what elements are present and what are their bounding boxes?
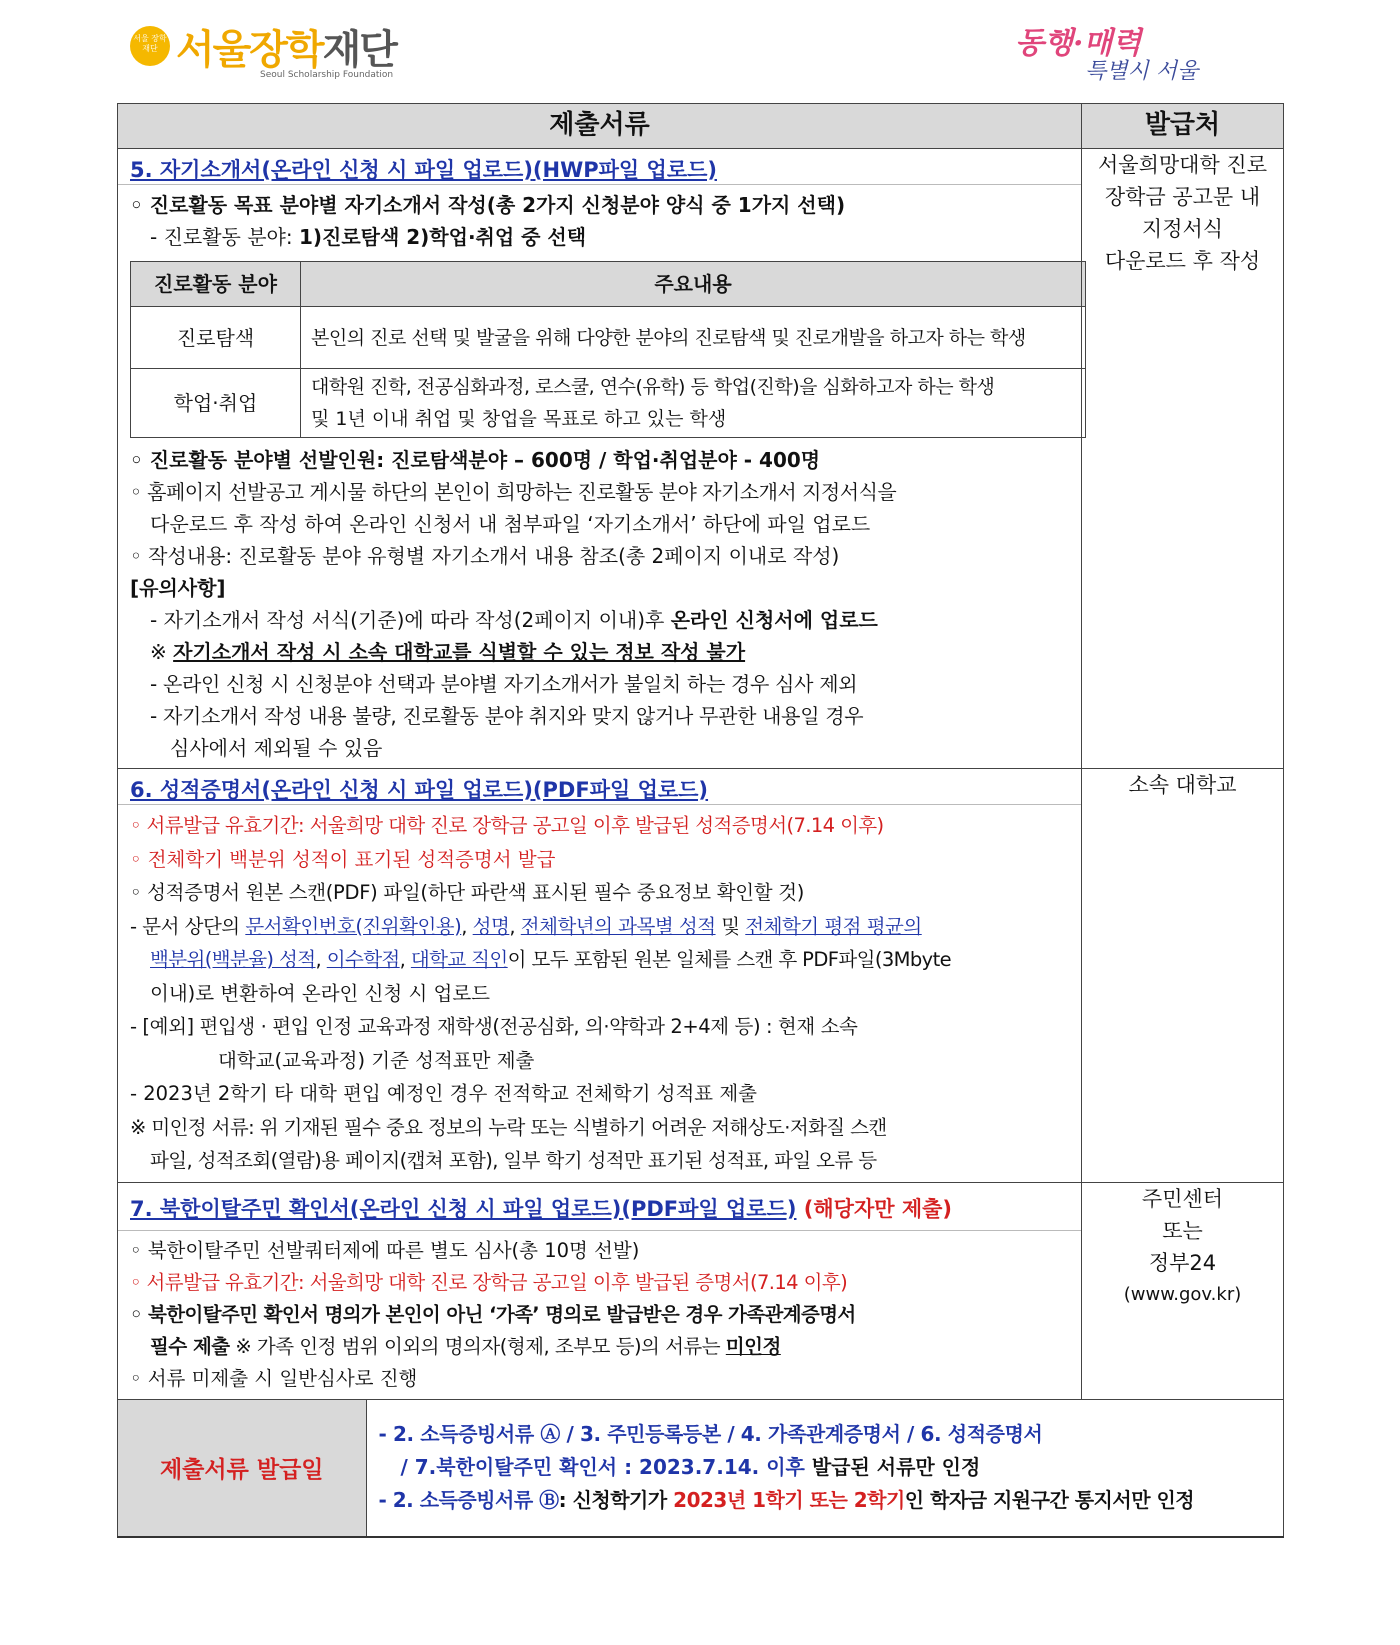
foundation-seal-icon: 서울 장학 재단: [130, 26, 170, 66]
section-6-issuer: 소속 대학교: [1082, 769, 1284, 1183]
foundation-name: 서울장학재단: [176, 27, 396, 73]
section-6-title: 6. 성적증명서(온라인 신청 시 파일 업로드)(PDF파일 업로드): [118, 769, 1081, 805]
issue-date-line: - 2. 소득증빙서류 Ⓐ / 3. 주민등록등본 / 4. 가족관계증명서 / 6. 성적증명서: [378, 1422, 1043, 1446]
foundation-english-name: Seoul Scholarship Foundation: [260, 70, 394, 80]
s7-line: ◦ 북한이탈주민 선발쿼터제에 따른 별도 심사(총 10명 선발): [130, 1238, 640, 1262]
s6-line: ◦ 서류발급 유효기간: 서울희망 대학 진로 장학금 공고일 이후 발급된 성적증명서(7.14 이후): [130, 814, 884, 837]
s6-line: ※ 미인정 서류: 위 기재된 필수 중요 정보의 누락 또는 식별하기 어려운 저해상도·저화질 스캔: [130, 1115, 887, 1139]
section-5-issuer: 서울희망대학 진로 장학금 공고문 내 지정서식 다운로드 후 작성: [1082, 149, 1284, 769]
issue-date-row: [118, 1399, 1284, 1537]
s5-line: 다운로드 후 작성 하여 온라인 신청서 내 첨부파일 ‘자기소개서’ 하단에 파일 업로드: [150, 512, 871, 536]
s6-line: 파일, 성적조회(열람)용 페이지(캡쳐 포함), 일부 학기 성적만 표기된 성적표, 파일 오류 등: [150, 1149, 877, 1172]
issue-date-label: 제출서류 발급일: [118, 1400, 366, 1536]
table-row: 학업·취업 대학원 진학, 전공심화과정, 로스쿨, 연수(유학) 등 학업(진학)을 심화하고자 하는 학생 및 1년 이내 취업 및 창업을 목표로 하고 있는 학생: [131, 369, 1086, 438]
section-6-content: [118, 769, 1082, 1183]
s5-notice-heading: [유의사항]: [130, 576, 226, 600]
table-row: 진로탐색 본인의 진로 선택 및 발굴을 위해 다양한 분야의 진로탐색 및 진로개발을 하고자 하는 학생: [131, 307, 1086, 369]
section-7-content: [118, 1182, 1082, 1399]
section-7-row: [118, 1182, 1284, 1399]
s6-line: - [예외] 편입생 · 편입 인정 교육과정 재학생(전공심화, 의·약학과 2+4제 등) : 현재 소속: [130, 1015, 858, 1038]
inner-col-content: 주요내용: [301, 262, 1086, 307]
s7-line: ◦ 서류 미제출 시 일반심사로 진행: [130, 1366, 418, 1390]
section-5-title: 5. 자기소개서(온라인 신청 시 파일 업로드)(HWP파일 업로드): [118, 149, 1081, 185]
s7-line: 필수 제출 ※ 가족 인정 범위 이외의 명의자(형제, 조부모 등)의 서류는 미인정: [150, 1334, 781, 1358]
section-7-title: 7. 북한이탈주민 확인서(온라인 신청 시 파일 업로드)(PDF파일 업로드) (해당자만 제출): [118, 1183, 1081, 1231]
s5-line: - 진로활동 분야: 1)진로탐색 2)학업·취업 중 선택: [150, 225, 587, 249]
s5-line: 심사에서 제외될 수 있음: [170, 736, 383, 760]
s5-line: ◦ 홈페이지 선발공고 게시물 하단의 본인이 희망하는 진로활동 분야 자기소개서 지정서식을: [130, 480, 897, 504]
seoul-city-slogan-logo: 동행·매력 특별시 서울: [1015, 26, 1199, 84]
s5-line: ◦ 진로활동 분야별 선발인원: 진로탐색분야 – 600명 / 학업·취업분야 - 400명: [130, 448, 821, 472]
s5-line: ◦ 작성내용: 진로활동 분야 유형별 자기소개서 내용 참조(총 2페이지 이내로 작성): [130, 544, 840, 568]
inner-col-field: 진로활동 분야: [131, 262, 301, 307]
section-5-content: [118, 149, 1082, 769]
s5-line: - 자기소개서 작성 서식(기준)에 따라 작성(2페이지 이내)후 온라인 신청서에 업로드: [150, 608, 878, 632]
s6-line: - 문서 상단의 문서확인번호(진위확인용), 성명, 전체학년의 과목별 성적 및 전체학기 평점 평균의: [130, 914, 922, 938]
s7-line: ◦ 서류발급 유효기간: 서울희망 대학 진로 장학금 공고일 이후 발급된 증명서(7.14 이후): [130, 1270, 848, 1294]
issue-date-line: - 2. 소득증빙서류 Ⓑ: 신청학기가 2023년 1학기 또는 2학기인 학자금 지원구간 통지서만 인정: [378, 1488, 1195, 1512]
section-7-issuer: 주민센터 또는 정부24 (www.gov.kr): [1082, 1182, 1284, 1399]
issue-date-line: / 7.북한이탈주민 확인서 : 2023.7.14. 이후 발급된 서류만 인정: [400, 1455, 981, 1479]
col-header-documents: 제출서류: [118, 104, 1082, 149]
col-header-issuer: 발급처: [1082, 104, 1284, 149]
section-5-row: [118, 149, 1284, 769]
s6-line: 백분위(백분율) 성적, 이수학점, 대학교 직인이 모두 포함된 원본 일체를 스캔 후 PDF파일(3Mbyte: [150, 948, 952, 971]
career-field-table: [130, 261, 1086, 438]
s7-line: ◦ 북한이탈주민 확인서 명의가 본인이 아닌 ‘가족’ 명의로 발급받은 경우 가족관계증명서: [130, 1302, 856, 1326]
s5-line: - 자기소개서 작성 내용 불량, 진로활동 분야 취지와 맞지 않거나 무관한 내용일 경우: [150, 704, 864, 728]
s5-line: ※ 자기소개서 작성 시 소속 대학교를 식별할 수 있는 정보 작성 불가: [150, 640, 746, 664]
document-table: [117, 103, 1284, 1538]
s6-line: 대학교(교육과정) 기준 성적표만 제출: [218, 1048, 535, 1072]
s5-line: - 온라인 신청 시 신청분야 선택과 분야별 자기소개서가 불일치 하는 경우 심사 제외: [150, 672, 858, 696]
s5-line: ◦ 진로활동 목표 분야별 자기소개서 작성(총 2가지 신청분야 양식 중 1가지 선택): [130, 193, 846, 217]
s6-line: ◦ 성적증명서 원본 스캔(PDF) 파일(하단 파란색 표시된 필수 중요정보 확인할 것): [130, 881, 805, 904]
s6-line: 이내)로 변환하여 온라인 신청 시 업로드: [150, 981, 490, 1005]
section-6-row: [118, 769, 1284, 1183]
s6-line: ◦ 전체학기 백분위 성적이 표기된 성적증명서 발급: [130, 847, 556, 871]
s6-line: - 2023년 2학기 타 대학 편입 예정인 경우 전적학교 전체학기 성적표 제출: [130, 1082, 758, 1105]
